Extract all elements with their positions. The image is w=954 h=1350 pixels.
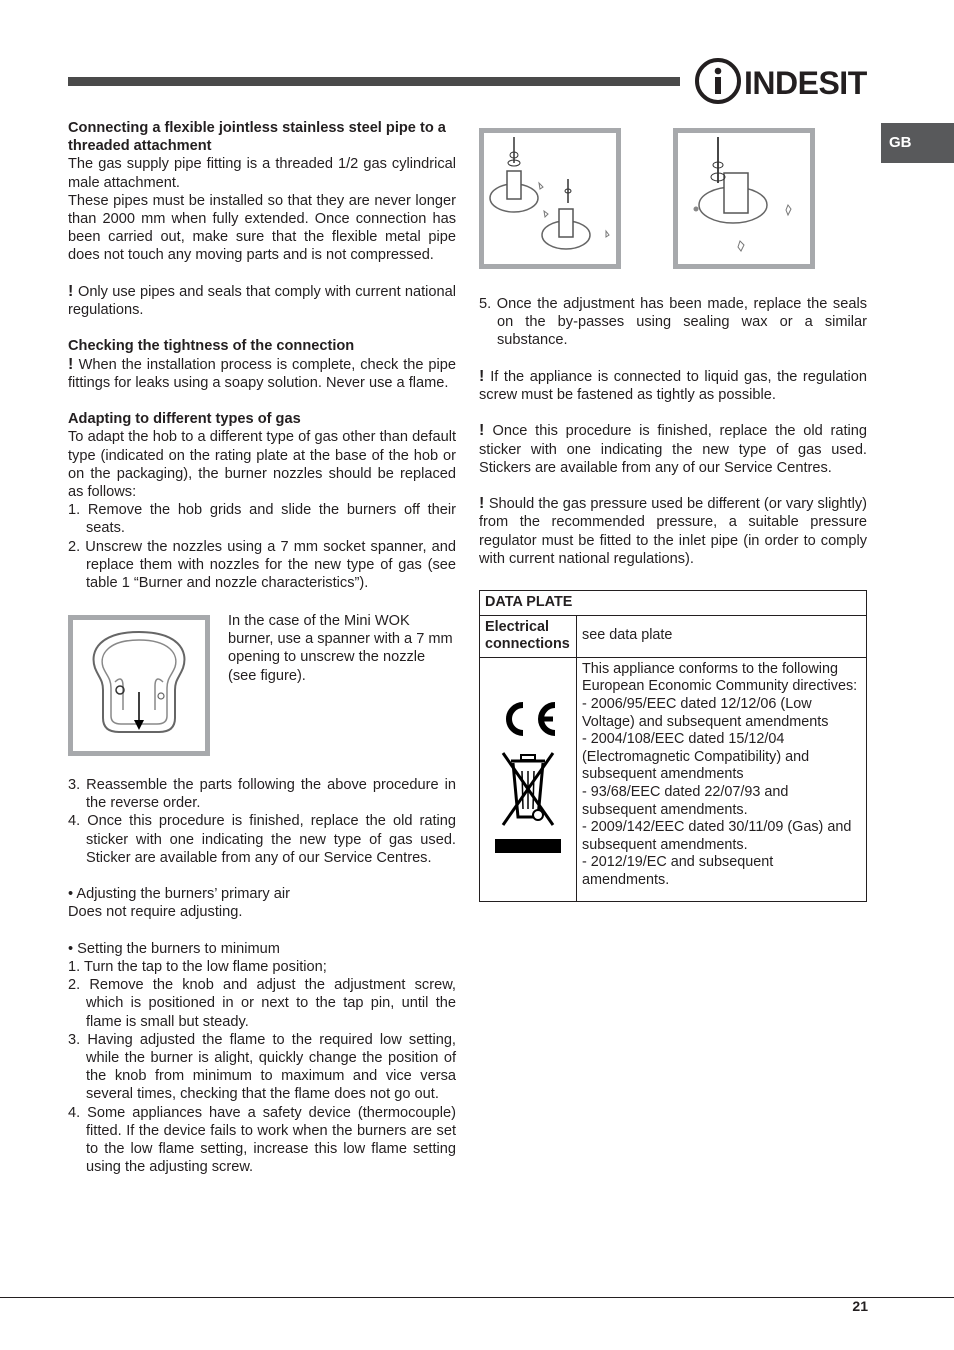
warning-note: ! Should the gas pressure used be different (or vary slightly) from the recommended pressure, a suitable pressure regulator must be fitted to the inlet pipe (in order to comply with current national regulations). [479,495,867,567]
directives-intro: This appliance conforms to the following European Economic Community directives: [582,660,858,695]
header-rule [68,77,680,86]
right-column [479,295,867,568]
data-plate-table [479,590,867,902]
bypass-screw-figure-2 [673,128,815,269]
left-column-top [68,119,456,592]
certification-marks [480,657,577,901]
warning-note: ! Only use pipes and seals that comply with current national regulations. [68,282,456,319]
exclamation-icon: ! [479,495,489,513]
list-item: 1. Turn the tap to the low flame position; [68,959,327,975]
paragraph: Does not require adjusting. [68,904,243,921]
exclamation-icon: ! [479,422,493,440]
mini-wok-caption [228,612,456,685]
language-tab: GB [881,123,954,163]
left-column-bottom [68,776,456,1176]
list-item: 3. Reassemble the parts following the above procedure in the reverse order. [68,777,456,812]
paragraph: These pipes must be installed so that they are never longer than 2000 mm when fully extended. Once connection has been carried out, make sure that the flexible metal pipe does not touch any moving parts and is not compressed. [68,192,456,264]
directive-item: - 2009/142/EEC dated 30/11/09 (Gas) and subsequent amendments. [582,819,852,853]
paragraph: In the case of the Mini WOK burner, use a spanner with a 7 mm opening to unscrew the nozzle (see figure). [228,613,453,684]
bypass-screw-figure-1 [479,128,621,269]
weee-bin-icon [495,753,561,853]
mini-wok-figure [68,615,210,756]
directive-item: - 93/68/EEC dated 22/07/93 and subsequent amendments. [582,783,789,818]
exclamation-icon: ! [68,355,79,373]
section-title-tightness: Checking the tightness of the connection [68,338,355,355]
exclamation-icon: ! [479,367,491,385]
warning-note: ! Once this procedure is finished, replace the old rating sticker with one indicating the new type of gas used. Stickers are available from any of our Service Centres. [479,422,867,476]
warning-note: ! If the appliance is connected to liquid gas, the regulation screw must be fastened as tightly as possible. [479,367,867,403]
footer-rule [0,1297,954,1298]
list-item: 4. Some appliances have a safety device (thermocouple) fitted. If the device fails to work when the burners are set to the low flame setting, increase this low flame setting using the adjusting screw. [68,1104,456,1176]
bullet-heading: • Setting the burners to minimum [68,940,280,957]
page-number: 21 [852,1298,868,1314]
ce-weee-marks [493,691,563,861]
burner-screwdriver-illustration [484,133,616,264]
section-title-gas-types: Adapting to different types of gas [68,411,301,428]
directives-cell [577,657,867,901]
list-item: 5. Once the adjustment has been made, replace the seals on the by-passes using sealing wax or a similar substance. [479,296,867,349]
warning-note: ! When the installation process is complete, check the pipe fittings for leaks using a soapy solution. Never use a flame. [68,355,456,391]
list-item: 3. Having adjusted the flame to the required low setting, while the burner is alight, quickly change the position of the knob from minimum to maximum and vice versa several times, checking that the flame does not go out. [68,1031,456,1103]
paragraph: The gas supply pipe fitting is a threaded 1/2 gas cylindrical male attachment. [68,156,456,191]
directive-item: - 2006/95/EEC dated 12/12/06 (Low Voltage) and subsequent amendments [582,695,829,730]
directive-item: - 2012/19/EC and subsequent amendments. [582,854,774,888]
list-item: 4. Once this procedure is finished, replace the old rating sticker with one indicating the new type of gas used. Sticker are available from any of our Service Centres. [68,813,456,866]
list-item: 1. Remove the hob grids and slide the burners off their seats. [68,502,456,537]
electrical-connections-label: Electrical connections [480,615,577,657]
list-item: 2. Unscrew the nozzles using a 7 mm socket spanner, and replace them with nozzles for the new type of gas (see table 1 “Burner and nozzle characteristics”). [68,538,456,592]
paragraph: To adapt the hob to a different type of gas other than default type (indicated on the rating plate at the base of the hob or on the packaging), the burner nozzles should be replaced as follows: [68,429,456,501]
ce-mark-icon [509,705,555,733]
burner-screwdriver-illustration [678,133,810,264]
wok-burner-illustration [73,620,205,751]
section-title-flexible-pipe: Connecting a flexible jointless stainless steel pipe to a threaded attachment [68,120,446,155]
bullet-heading: • Adjusting the burners’ primary air [68,886,290,903]
indesit-logo [694,56,870,106]
exclamation-icon: ! [68,282,78,300]
list-item: 2. Remove the knob and adjust the adjustment screw, which is positioned in or next to the tap pin, until the flame is small but steady. [68,977,456,1030]
directive-item: - 2004/108/EEC dated 15/12/04 (Electromagnetic Compatibility) and subsequent amendments [582,731,810,783]
electrical-connections-value: see data plate [577,615,867,657]
data-plate-title: DATA PLATE [480,591,867,616]
svg-text:INDESIT: INDESIT [744,65,867,101]
